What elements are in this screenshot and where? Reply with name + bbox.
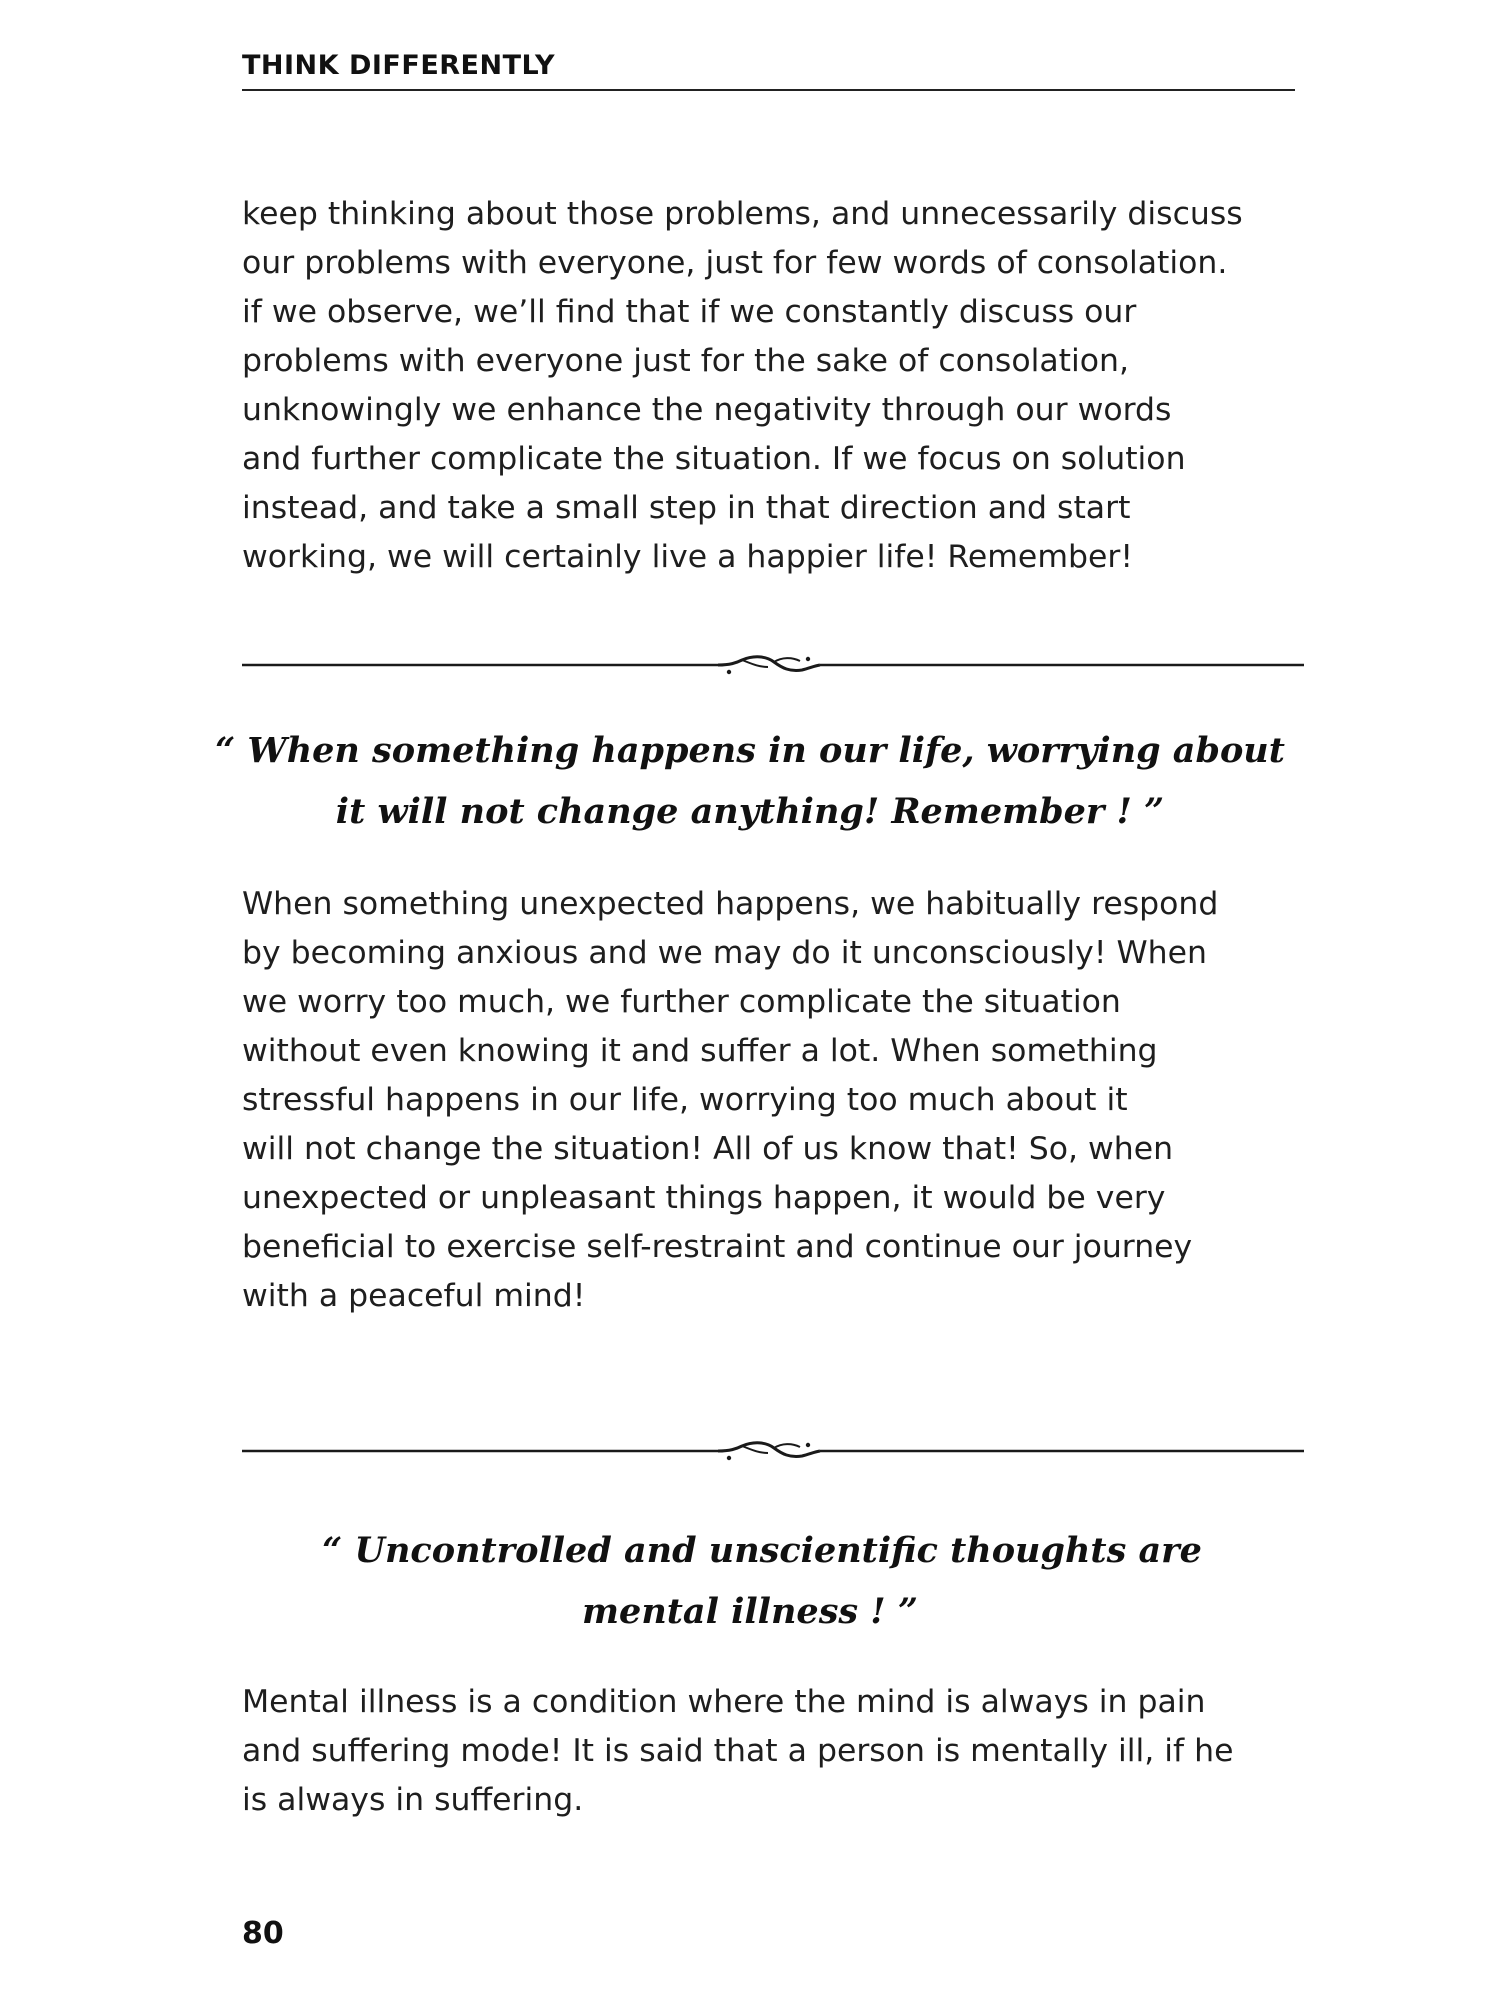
quote-line: it will not change anything! Remember ! ” (335, 791, 1165, 832)
paragraph-line: and suffering mode! It is said that a person is mentally ill, if he (242, 1733, 1234, 1769)
paragraph-line: keep thinking about those problems, and unnecessarily discuss (242, 196, 1243, 232)
paragraph-line: instead, and take a small step in that direction and start (242, 490, 1131, 526)
paragraph-line: if we observe, we’ll find that if we constantly discuss our (242, 294, 1137, 330)
paragraph-3 (242, 1678, 1322, 1825)
paragraph-line: we worry too much, we further complicate the situation (242, 984, 1121, 1020)
paragraph-line: working, we will certainly live a happier life! Remember! (242, 539, 1133, 575)
paragraph-line: unexpected or unpleasant things happen, it would be very (242, 1180, 1166, 1216)
paragraph-line: When something unexpected happens, we habitually respond (242, 886, 1219, 922)
header-rule (242, 89, 1295, 91)
paragraph-line: with a peaceful mind! (242, 1278, 586, 1314)
paragraph-line: will not change the situation! All of us know that! So, when (242, 1131, 1174, 1167)
paragraph-line: our problems with everyone, just for few words of consolation. (242, 245, 1228, 281)
paragraph-line: unknowingly we enhance the negativity through our words (242, 392, 1172, 428)
paragraph-line: problems with everyone just for the sake of consolation, (242, 343, 1129, 379)
paragraph-line: without even knowing it and suffer a lot. When something (242, 1033, 1158, 1069)
pull-quote-1 (150, 720, 1350, 842)
quote-line: “ Uncontrolled and unscientific thoughts are (322, 1530, 1202, 1571)
paragraph-line: stressful happens in our life, worrying too much about it (242, 1082, 1128, 1118)
flourish-icon (242, 1431, 1304, 1471)
paragraph-line: beneficial to exercise self-restraint and continue our journey (242, 1229, 1193, 1265)
paragraph-1 (242, 190, 1322, 582)
paragraph-2 (242, 880, 1322, 1321)
paragraph-line: by becoming anxious and we may do it unconsciously! When (242, 935, 1207, 971)
paragraph-line: and further complicate the situation. If we focus on solution (242, 441, 1186, 477)
pull-quote-2 (150, 1520, 1350, 1642)
quote-line: mental illness ! ” (582, 1591, 918, 1632)
paragraph-line: is always in suffering. (242, 1782, 584, 1818)
page-number: 80 (242, 1916, 284, 1951)
section-divider (242, 645, 1304, 685)
flourish-icon (242, 645, 1304, 685)
quote-line: “ When something happens in our life, worrying about (215, 730, 1285, 771)
section-divider (242, 1431, 1304, 1471)
running-head-title: THINK DIFFERENTLY (242, 50, 556, 81)
paragraph-line: Mental illness is a condition where the mind is always in pain (242, 1684, 1206, 1720)
